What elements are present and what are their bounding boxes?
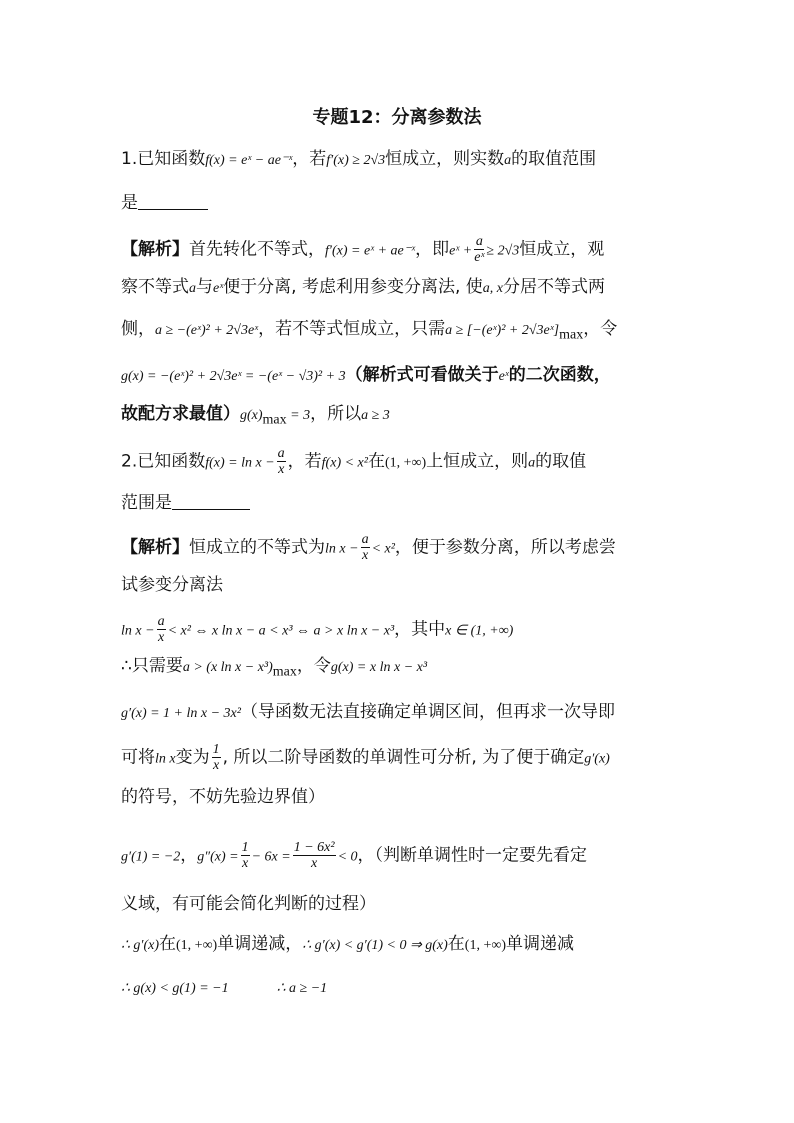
- frac-num: a: [277, 446, 285, 461]
- frac-den: x: [242, 856, 249, 871]
- frac-den: eˣ: [474, 250, 485, 265]
- q1-condition: f′(x) ≥ 2√3: [326, 153, 386, 168]
- s1-text: 便于分离, 考虑利用参变分离法, 使: [223, 277, 483, 297]
- solution-1-line-1: [121, 234, 604, 265]
- s2-text: 的符号，不妨先验边界值）: [121, 787, 325, 807]
- s2-fraction: [212, 742, 221, 773]
- q2-text: ，若: [287, 451, 322, 472]
- s1-text: 侧，: [121, 319, 155, 339]
- q2-text: 的取值: [535, 451, 587, 472]
- answer-blank[interactable]: [172, 493, 250, 510]
- s1-text: 分居不等式两: [503, 277, 606, 297]
- solution-tag: 【解析】: [121, 239, 189, 260]
- s1-bold-note: （解析式可看做关于: [345, 365, 499, 385]
- s1-sub: max: [559, 327, 584, 343]
- s2-text: 变为: [175, 747, 210, 768]
- s2-text: 在: [447, 934, 465, 954]
- q1-prefix: 1.已知函数: [121, 149, 206, 169]
- question-1-line-2: [121, 192, 208, 214]
- q2-fraction: [277, 446, 286, 477]
- s2-math: g′(1) = −2: [121, 849, 181, 865]
- s1-bold-note: 的二次函数，: [508, 365, 611, 385]
- s1-math: g(x) = −(eˣ)² + 2√3eˣ = −(eˣ − √3)² + 3: [121, 369, 346, 384]
- s2-math: ∴ g(x) < g(1) = −1: [121, 981, 229, 996]
- frac-den: x: [157, 630, 165, 645]
- frac-den: x: [213, 758, 220, 773]
- frac-den: x: [311, 856, 318, 871]
- s2-text: 可将: [121, 747, 155, 768]
- solution-2-line-10: [121, 933, 574, 957]
- s1-math: = 3: [286, 408, 311, 423]
- s2-math: g″(x) =: [197, 849, 239, 865]
- s1-bold-note: 故配方求最值）: [121, 404, 240, 424]
- solution-2-line-11: [121, 976, 327, 1000]
- solution-2-line-1: [121, 532, 616, 563]
- frac-num: 1: [241, 840, 249, 855]
- s2-fraction: [241, 840, 250, 871]
- frac-num: a: [157, 614, 165, 629]
- question-2-line-1: [121, 446, 586, 477]
- q2-math: f(x) < x²: [321, 455, 368, 471]
- q1-text: 恒成立，则实数: [385, 149, 505, 169]
- s2-math: (1, +∞): [176, 938, 218, 953]
- s2-text: （导函数无法直接确定单调区间，但再求一次导即: [240, 702, 615, 722]
- s2-math: g′(x) = 1 + ln x − 3x²: [121, 706, 241, 721]
- s2-math: ∴ g′(x): [121, 938, 160, 953]
- s2-text: 在: [159, 934, 177, 954]
- solution-2-line-4: [121, 655, 427, 683]
- s1-text: ，若不等式恒成立，只需: [258, 319, 446, 339]
- s1-fraction: [474, 234, 484, 265]
- frac-den: x: [278, 462, 285, 477]
- s1-math: a ≥ [−(eˣ)² + 2√3eˣ]: [445, 323, 560, 338]
- s2-math: − 6x =: [251, 849, 291, 865]
- s2-text: ，便于参数分离，所以考虑尝: [394, 537, 616, 558]
- q1-function: f(x) = eˣ − ae⁻ˣ: [205, 153, 293, 168]
- s2-text: 单调递减，: [217, 934, 303, 954]
- solution-2-line-5: [121, 701, 615, 725]
- s2-math: ln x: [155, 751, 176, 767]
- s2-math: (1, +∞): [464, 938, 506, 953]
- frac-num: a: [361, 532, 369, 547]
- q2-text: 范围是: [121, 493, 172, 513]
- solution-2-line-6: [121, 742, 610, 773]
- s2-math: < x²: [371, 541, 395, 557]
- s1-math: f′(x) = eˣ + ae⁻ˣ: [325, 243, 416, 259]
- s2-text: ，: [180, 845, 198, 866]
- q2-math: (1, +∞): [384, 455, 427, 471]
- question-1-line-1: [121, 148, 596, 172]
- s2-math: ∴: [121, 656, 132, 676]
- solution-1-line-2: [121, 276, 605, 300]
- q2-math: f(x) = ln x −: [205, 455, 275, 471]
- frac-num: a: [475, 234, 483, 249]
- s2-text: 单调递减: [505, 934, 574, 954]
- s1-math: ≥ 2√3: [486, 243, 520, 259]
- s2-math: g(x) = x ln x − x³: [330, 660, 428, 675]
- s2-text: 义域，有可能会简化判断的过程）: [121, 894, 376, 914]
- question-2-line-2: [121, 492, 250, 514]
- s2-math: < 0: [337, 849, 358, 865]
- s1-text: ，所以: [310, 404, 362, 424]
- s2-fraction: [293, 840, 336, 871]
- solution-2-line-9: [121, 893, 376, 915]
- s2-fraction: [361, 532, 370, 563]
- q1-text: 是: [121, 193, 138, 213]
- q1-text: ，若: [292, 149, 327, 169]
- s1-math: a ≥ −(eˣ)² + 2√3eˣ: [155, 323, 259, 338]
- frac-den: x: [361, 548, 369, 563]
- s1-math: a ≥ 3: [361, 408, 390, 423]
- solution-1-line-5: [121, 403, 390, 431]
- s1-text: ，令: [583, 319, 618, 339]
- s2-math: x ∈ (1, +∞): [445, 623, 514, 639]
- page-title: 专题12：分离参数法: [312, 107, 482, 128]
- q1-text: 的取值范围: [511, 149, 597, 169]
- s2-math: ∴ a ≥ −1: [276, 981, 328, 996]
- q1-var: a: [504, 153, 512, 168]
- s2-text: ，其中: [394, 619, 446, 640]
- s2-math: < x² ⇔ x ln x − a < x³ ⇔ a > x ln x − x³: [167, 623, 395, 639]
- solution-2-line-8: [121, 840, 587, 871]
- q2-text: 在: [367, 451, 385, 472]
- solution-1-line-4: [121, 364, 611, 388]
- s1-math: g(x): [240, 408, 263, 423]
- s1-math: eˣ: [498, 369, 509, 384]
- s1-text: 与: [196, 277, 213, 297]
- frac-num: 1: [212, 742, 220, 757]
- s2-math: ∴ g′(x) < g′(1) < 0 ⇒ g(x): [302, 938, 448, 953]
- s2-text: ，（判断单调性时一定要先看定: [357, 845, 588, 866]
- solution-2-line-2: [121, 574, 223, 596]
- s2-math: ln x −: [325, 541, 359, 557]
- s1-math: eˣ +: [449, 243, 473, 259]
- s2-math: a > (x ln x − x³): [182, 660, 273, 675]
- s1-text: 察不等式: [121, 277, 189, 297]
- s1-math: a: [189, 281, 196, 296]
- s2-math: g′(x): [584, 751, 610, 767]
- s1-text: 首先转化不等式，: [189, 239, 325, 260]
- q2-text: 上恒成立，则: [426, 451, 529, 472]
- s2-text: 只需要: [131, 656, 183, 676]
- s1-math: a, x: [482, 281, 504, 296]
- s1-text: 恒成立，观: [519, 239, 605, 260]
- solution-2-line-7: [121, 786, 325, 808]
- s1-math: eˣ: [213, 281, 224, 296]
- solution-1-line-3: [121, 318, 617, 346]
- solution-2-line-3: [121, 614, 513, 645]
- s2-text: , 所以二阶导函数的单调性可分析, 为了便于确定: [222, 747, 585, 768]
- s2-text: 试参变分离法: [121, 575, 223, 595]
- s2-text: ，令: [296, 656, 331, 676]
- frac-num: 1 − 6x²: [293, 840, 335, 855]
- s2-sub: max: [272, 664, 297, 680]
- s2-math: ln x −: [121, 623, 155, 639]
- s2-text: 恒成立的不等式为: [189, 537, 325, 558]
- answer-blank[interactable]: [138, 193, 208, 210]
- s1-text: ，即: [415, 239, 450, 260]
- q2-math: a: [528, 455, 536, 471]
- s2-fraction: [157, 614, 166, 645]
- solution-tag: 【解析】: [121, 537, 189, 558]
- q2-prefix: 2.已知函数: [121, 451, 206, 472]
- s1-sub: max: [262, 412, 287, 428]
